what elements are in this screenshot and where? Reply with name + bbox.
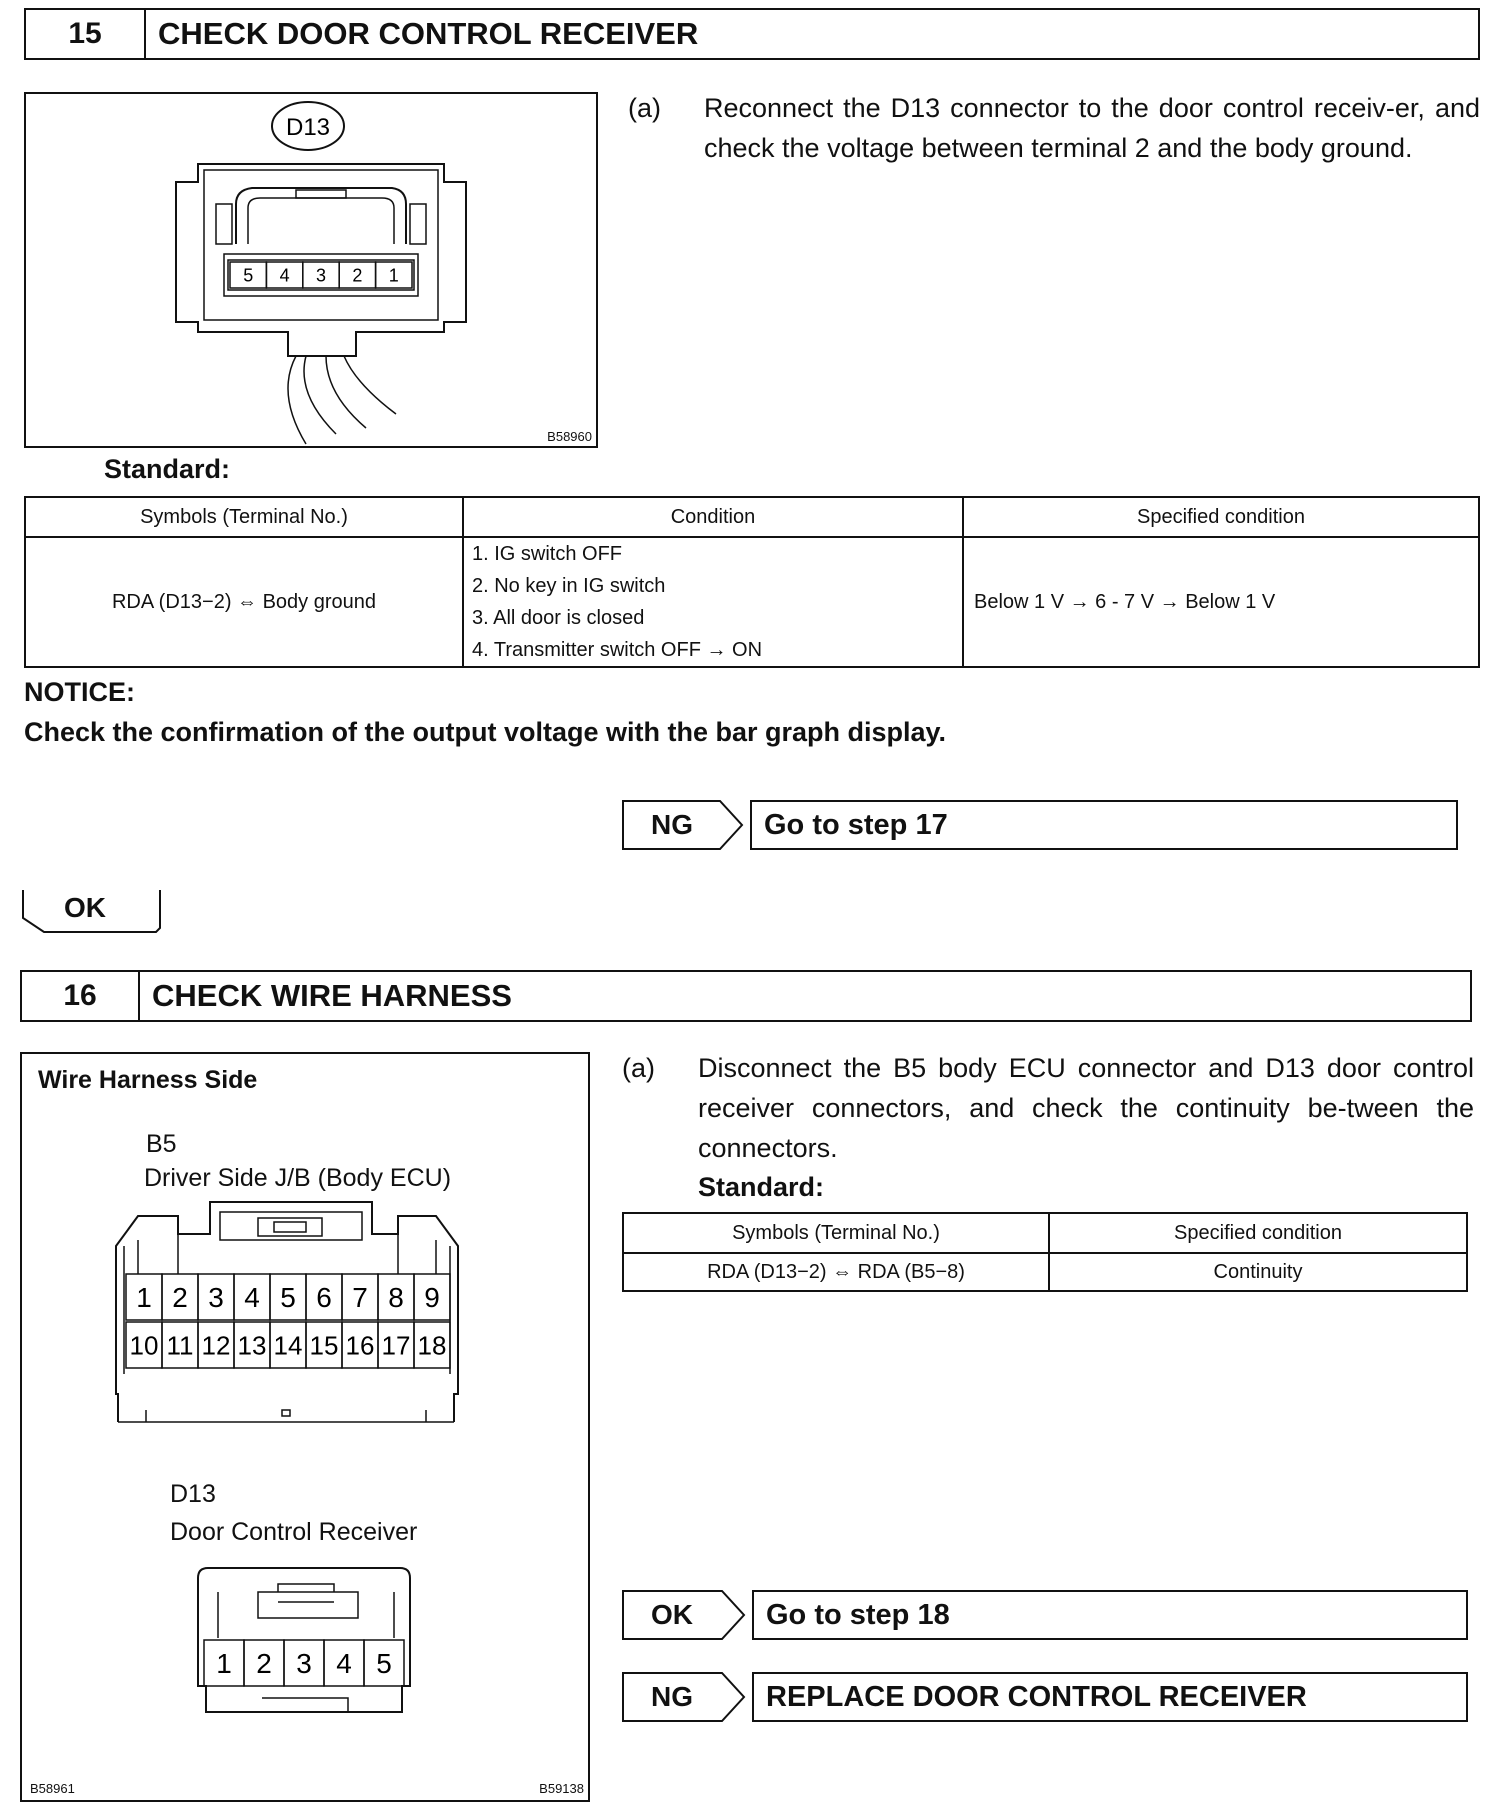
d13-name: Door Control Receiver — [170, 1518, 418, 1546]
pin-number: 6 — [316, 1282, 332, 1314]
pin-number: 17 — [381, 1330, 411, 1361]
col-symbols: Symbols (Terminal No.) — [623, 1213, 1049, 1253]
pin-number: 1 — [388, 265, 399, 286]
ng-label: NG — [651, 1681, 693, 1712]
pin-number: 2 — [352, 265, 363, 286]
pin-number: 4 — [279, 265, 290, 286]
step-15-instruction — [628, 88, 1480, 218]
pin-number: 11 — [166, 1330, 194, 1361]
d13-code: D13 — [170, 1480, 216, 1508]
pin-number: 7 — [352, 1282, 368, 1314]
cell-symbol: RDA (D13−2) ⇔ RDA (B5−8) — [623, 1253, 1049, 1291]
pin-number: 2 — [256, 1648, 272, 1680]
step-number: 15 — [26, 10, 146, 58]
cell-specified: Below 1 V → 6 - 7 V → Below 1 V — [963, 537, 1479, 667]
pin-number: 3 — [315, 265, 327, 286]
pin-number: 5 — [280, 1282, 296, 1314]
instruction-text: Reconnect the D13 connector to the door control receiv-er, and check the voltage between terminal 2 and the body ground. — [704, 93, 1480, 163]
pin-number: 4 — [336, 1648, 352, 1680]
figure-id-right: B59138 — [539, 1781, 584, 1796]
step-16-ok-result — [622, 1590, 1468, 1640]
step-15-header — [24, 8, 1480, 60]
condition-item: 2. No key in IG switch — [472, 575, 666, 597]
step-16-standard-table — [622, 1212, 1468, 1292]
step-15-standard-table — [24, 496, 1480, 668]
condition-item: 4. Transmitter switch OFF → ON — [472, 639, 763, 661]
b5-name: Driver Side J/B (Body ECU) — [144, 1164, 452, 1192]
d13-harness-connector-drawing — [22, 1562, 592, 1722]
pin-number: 8 — [388, 1282, 404, 1314]
step-title: CHECK WIRE HARNESS — [152, 978, 512, 1013]
table-header-row — [623, 1213, 1467, 1253]
cell-symbol: RDA (D13−2) ⇔ Body ground — [25, 537, 463, 667]
step-16-ng-result — [622, 1672, 1468, 1722]
table-row — [25, 537, 1479, 667]
pin-number: 3 — [208, 1282, 224, 1314]
ok-label: OK — [651, 1599, 693, 1630]
instruction-text: Disconnect the B5 body ECU connector and D13 door control receiver connectors, and check the continuity be-tween the connectors. — [698, 1053, 1474, 1163]
instruction-label: (a) — [622, 1053, 655, 1083]
pin-number: 1 — [216, 1648, 232, 1680]
pin-number: 12 — [201, 1330, 231, 1361]
d13-connector-figure — [24, 92, 598, 448]
table-row — [623, 1253, 1467, 1291]
pin-number: 4 — [244, 1282, 260, 1314]
ng-label: NG — [651, 809, 693, 840]
ok-action-box[interactable]: Go to step 18 — [752, 1590, 1468, 1640]
ok-label: OK — [64, 892, 106, 923]
pin-number: 2 — [172, 1282, 188, 1314]
condition-item: 1. IG switch OFF — [472, 543, 623, 565]
step-15-ng-result — [622, 800, 1458, 850]
col-symbols: Symbols (Terminal No.) — [25, 497, 463, 537]
notice — [24, 672, 1480, 752]
pin-number: 5 — [243, 265, 254, 286]
step-16-header — [20, 970, 1472, 1022]
pin-number: 5 — [376, 1648, 392, 1680]
step-15-ok-tab — [22, 888, 162, 932]
cell-conditions — [463, 537, 963, 667]
pin-number: 10 — [129, 1330, 159, 1361]
standard-label: Standard: — [698, 1172, 825, 1202]
ng-action-box[interactable]: REPLACE DOOR CONTROL RECEIVER — [752, 1672, 1468, 1722]
col-specified: Specified condition — [1049, 1213, 1467, 1253]
wire-harness-figure — [20, 1052, 590, 1802]
connector-label: D13 — [285, 114, 331, 141]
step-title: CHECK DOOR CONTROL RECEIVER — [158, 16, 699, 51]
notice-text: Check the confirmation of the output voltage with the bar graph display. — [24, 717, 947, 747]
pin-number: 16 — [345, 1330, 375, 1361]
col-specified: Specified condition — [963, 497, 1479, 537]
figure-heading: Wire Harness Side — [38, 1066, 258, 1094]
instruction-label: (a) — [628, 93, 661, 123]
standard-label: Standard: — [104, 454, 231, 484]
pin-number: 3 — [296, 1648, 312, 1680]
col-condition: Condition — [463, 497, 963, 537]
pin-number: 14 — [273, 1330, 303, 1361]
pin-number: 9 — [424, 1282, 440, 1314]
b5-code: B5 — [146, 1130, 177, 1158]
figure-id-left: B58961 — [30, 1781, 75, 1796]
pin-number: 1 — [136, 1282, 152, 1314]
ng-action-box[interactable]: Go to step 17 — [750, 800, 1458, 850]
table-header-row — [25, 497, 1479, 537]
condition-item: 3. All door is closed — [472, 607, 645, 629]
cell-specified: Continuity — [1049, 1253, 1467, 1291]
pin-number: 15 — [309, 1330, 339, 1361]
notice-title: NOTICE: — [24, 677, 135, 707]
figure-id: B58960 — [547, 429, 592, 444]
b5-connector-drawing — [22, 1194, 592, 1430]
pin-number: 13 — [237, 1330, 267, 1361]
step-number: 16 — [22, 972, 140, 1020]
step-16-instruction — [622, 1048, 1474, 1172]
d13-connector-drawing — [26, 94, 596, 446]
pin-number: 18 — [417, 1330, 447, 1361]
